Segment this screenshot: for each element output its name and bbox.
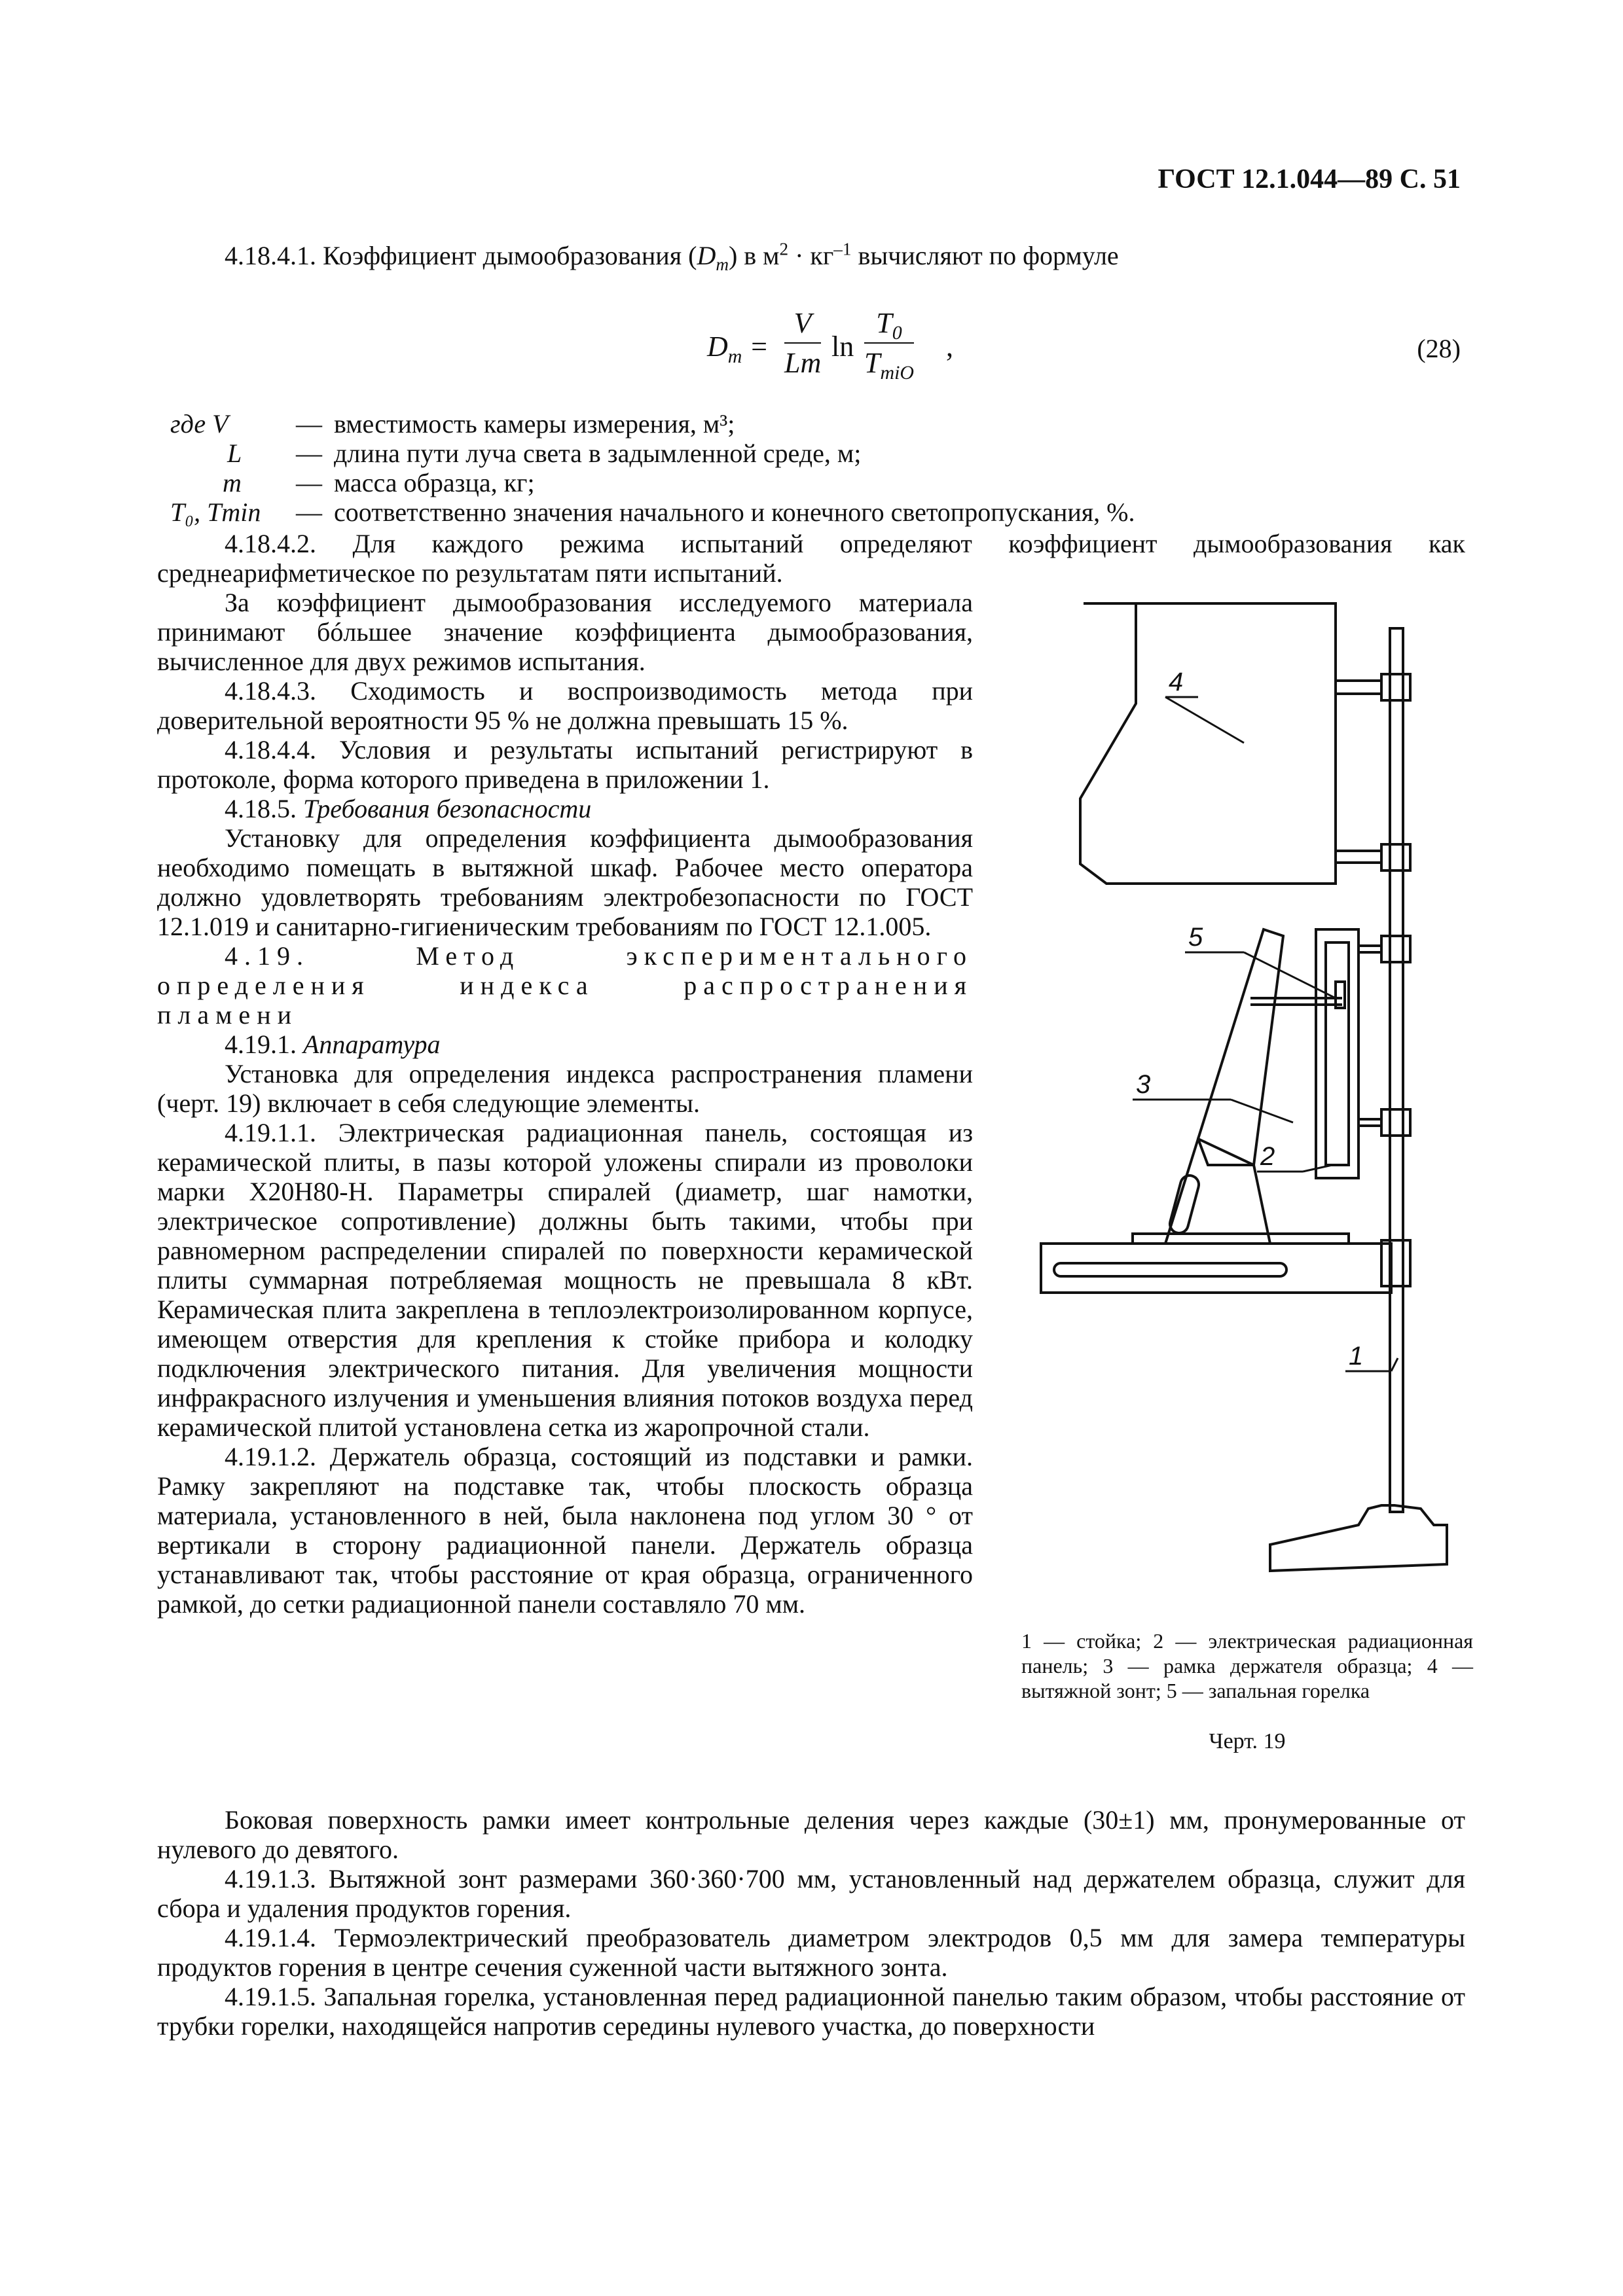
paragraph: 4.19.1.5. Запальная горелка, установленная перед радиационной панелью таким образом, чтобы расстояние от трубки горелки, находящейся напротив середины нулевого участка, до поверхности	[157, 1982, 1465, 2041]
clamp	[1381, 936, 1410, 962]
clamp	[1381, 1240, 1410, 1286]
section-heading: 4.18.5. Требования безопасности	[225, 794, 592, 823]
para-4-18-4-2: 4.18.4.2. Для каждого режима испытаний определяют коэффициент дымообразования как среднеарифметическое по результатам пяти испытаний.	[157, 529, 1465, 588]
stand-base	[1270, 1505, 1447, 1571]
formula-fraction-2: $T_0$ $T_{miO}$	[864, 307, 914, 384]
formula-ln: ln	[831, 331, 854, 363]
paragraph: Боковая поверхность рамки имеет контрольные деления через каждые (30±1) мм, пронумерованные от нулевого до девятого.	[157, 1805, 1465, 1864]
paragraph: 4.18.4.4. Условия и результаты испытаний регистрируют в протоколе, форма которого приведена в приложении 1.	[157, 735, 973, 794]
formula-fraction-1: $\frac{V}{Lm}$	[784, 307, 822, 379]
bottom-text	[157, 1805, 1465, 2041]
page-header: ГОСТ 12.1.044—89 С. 51	[1158, 164, 1461, 194]
radiation-panel	[1316, 929, 1359, 1178]
clamp	[1381, 844, 1410, 870]
para-4-18-4-1: 4.18.4.1. Коэффициент дымообразования $(D_m)$ в $м^2 \cdot кг^{-1}$ вычисляют по формуле	[225, 239, 1119, 274]
label-4: 4	[1169, 668, 1184, 696]
label-5: 5	[1188, 923, 1203, 952]
figure-title: Черт. 19	[1209, 1729, 1286, 1753]
clamp	[1381, 674, 1410, 700]
paragraph: 4.19.1.1. Электрическая радиационная панель, состоящая из керамической плиты, в пазы которой уложены спирали из проволоки марки Х20Н80-Н. Параметры спиралей (диаметр, шаг намотки, электрическое сопротивление) должны быть такими, чтобы при равномерном распределении спиралей по поверхности керамической плиты суммарная потребляемая мощность не превышала 8 кВт. Керамическая плита закреплена в теплоэлектроизолированном корпусе, имеющем отверстия для крепления к стойке прибора и колодку подключения электрического питания. Для увеличения мощности инфракрасного излучения и уменьшения влияния потоков воздуха перед керамической плитой установлена сетка из жаропрочной стали.	[157, 1118, 973, 1442]
formula-lhs: $D_m$ =	[707, 331, 769, 367]
label-3: 3	[1136, 1070, 1151, 1099]
label-2: 2	[1260, 1142, 1275, 1171]
paragraph: 4.19.1.3. Вытяжной зонт размерами 360·360·700 мм, установленный над держателем образца, служит для сбора и удаления продуктов горения.	[157, 1864, 1465, 1923]
figure-caption: 1 — стойка; 2 — электрическая радиационная панель; 3 — рамка держателя образца; 4 — вытяжной зонт; 5 — запальная горелка	[1021, 1629, 1473, 1702]
paragraph: 4.18.4.3. Сходимость и воспроизводимость метода при доверительной вероятности 95 % не должна превышать 15 %.	[157, 676, 973, 735]
section-heading: 4.19.1. Аппаратура	[225, 1030, 441, 1059]
section-title: 4.19. Метод экспериментального определения индекса распространения пламени	[157, 941, 973, 1030]
apparatus-diagram	[1028, 589, 1506, 1610]
paragraph: Установка для определения индекса распространения пламени (черт. 19) включает в себя следующие элементы.	[157, 1059, 973, 1118]
paragraph: 4.19.1.4. Термоэлектрический преобразователь диаметром электродов 0,5 мм для замера температуры продуктов горения в центре сечения суженной части вытяжного зонта.	[157, 1923, 1465, 1982]
clamp	[1381, 1109, 1410, 1136]
paragraph: За коэффициент дымообразования исследуемого материала принимают бóльшее значение коэффициента дымообразования, вычисленное для двух режимов испытания.	[157, 588, 973, 676]
base-plate	[1041, 1244, 1391, 1293]
paragraph: Установку для определения коэффициента дымообразования необходимо помещать в вытяжной шкаф. Рабочее место оператора должно удовлетворять требованиям электробезопасности по ГОСТ 12.1.019 и санитарно-гигиеническим требованиям по ГОСТ 12.1.005.	[157, 823, 973, 941]
stand-column	[1390, 628, 1403, 1512]
formula-28	[707, 306, 995, 404]
text-column	[157, 588, 973, 1619]
exhaust-hood	[1080, 603, 1336, 884]
label-1: 1	[1349, 1342, 1364, 1371]
paragraph: 4.19.1.2. Держатель образца, состоящий из подставки и рамки. Рамку закрепляют на подставке так, чтобы плоскость образца материала, установленного в ней, была наклонена под углом 30 ° от вертикали в сторону радиационной панели. Держатель образца устанавливают так, чтобы расстояние от края образца, ограниченного рамкой, до сетки радиационной панели составляло 70 мм.	[157, 1442, 973, 1619]
formula-number: (28)	[1417, 334, 1461, 363]
figure-19-drawing	[1028, 589, 1506, 1610]
formula-comma: ,	[946, 331, 953, 363]
